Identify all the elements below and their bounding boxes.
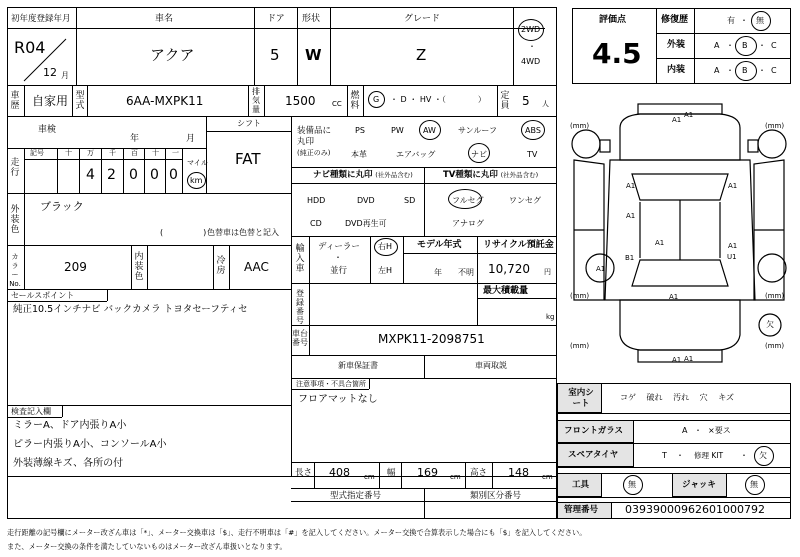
jack-label: ジャッキ <box>682 480 716 490</box>
mile-sublabel-line <box>24 159 182 160</box>
color-div <box>24 193 25 245</box>
navi-title <box>313 171 413 180</box>
mark-8: A1 <box>684 355 694 363</box>
fuel-hv: HV <box>419 95 432 104</box>
equip-leather: 本革 <box>351 150 367 159</box>
mile-div5 <box>144 148 145 193</box>
footer-line-1: また、メーター交換の条件を満たしていないものはメーター改ざん車扱いとなります。 <box>7 542 287 551</box>
recycle-label: リサイクル預託金 <box>483 240 554 250</box>
mgmt-label: 管理番号 <box>564 505 599 515</box>
mark-5: A1 <box>596 265 606 273</box>
row2-div8 <box>497 85 498 116</box>
dim-div3 <box>401 462 402 488</box>
sales-underline-v <box>107 289 108 301</box>
kg-unit: kg <box>546 313 555 321</box>
equip-tv: TV <box>527 150 538 159</box>
person-unit: 人 <box>542 100 549 108</box>
color-label: 外 装 色 <box>10 205 20 235</box>
imp-sub-line <box>403 253 557 254</box>
rt-row1 <box>557 413 791 414</box>
digit-label-0: 記号 <box>30 149 44 157</box>
sales-underline <box>7 301 107 302</box>
tv-title <box>443 171 538 180</box>
seat-item-3: 穴 <box>699 393 708 402</box>
equipment-label <box>297 126 337 159</box>
navi-hdd: HDD <box>307 196 326 205</box>
row1-div-a <box>76 7 77 85</box>
row2-div2 <box>72 85 73 116</box>
row2-div3 <box>87 85 88 116</box>
mgmt-value: 03939000962601000792 <box>625 503 765 516</box>
model-label: 型 式 <box>75 91 85 111</box>
mark-6: A1 <box>728 242 738 250</box>
mile-bottom <box>7 193 291 194</box>
imp-div3 <box>403 236 404 283</box>
capacity-label: 定 員 <box>500 91 510 111</box>
digit-label-2: 万 <box>87 149 94 157</box>
mark-2: A1 <box>728 182 738 190</box>
mile-div6 <box>165 148 166 193</box>
model-year-unknown: 不明 <box>458 268 474 277</box>
displacement-label: 排 気 量 <box>252 87 260 114</box>
ac-label: 冷 房 <box>216 256 226 276</box>
recycle-value: 10,720 <box>488 262 530 276</box>
right-handle: 右H <box>378 242 393 251</box>
mark-1: A1 <box>626 182 636 190</box>
chassis-label: 車台 番号 <box>292 329 308 347</box>
tv-analog: アナログ <box>452 219 484 228</box>
navi-sd: SD <box>404 196 416 205</box>
repair-dot: ・ <box>740 16 748 25</box>
cno-div2 <box>131 245 132 289</box>
new-warranty: 新車保証書 <box>338 361 378 370</box>
digit-label-4: 百 <box>131 149 138 157</box>
type-no-label: 型式指定番号 <box>330 491 382 501</box>
color-value: ブラック <box>40 200 84 213</box>
mark-9: B1 <box>625 254 635 262</box>
mileage-label: 走 行 <box>10 158 20 178</box>
inspection-label: 車検 <box>38 125 57 135</box>
imp-div1 <box>309 236 310 283</box>
spare-t: T <box>662 451 667 460</box>
equip-abs: ABS <box>525 126 541 135</box>
sales-point-value: 純正10.5インチナビ バックカメラ トヨタセーフティセ <box>13 304 248 315</box>
tv-sub: (社外品含む) <box>500 171 539 179</box>
ac-value: AAC <box>244 260 269 274</box>
shift-label: シフト <box>237 119 261 128</box>
repair-label: 修復歴 <box>661 15 689 25</box>
import-top <box>291 236 557 237</box>
reg-no-label: 登 録 番 号 <box>296 289 304 325</box>
dealer-dot: ・ <box>334 253 342 262</box>
ext-a: A <box>714 41 720 50</box>
equip-sunroof: サンルーフ <box>458 126 497 135</box>
svg-text:(mm): (mm) <box>765 122 785 130</box>
windshield-a: A <box>682 426 688 435</box>
color-bottom <box>7 245 291 246</box>
import-label: 輸 入 車 <box>295 244 305 274</box>
ext-c: C <box>771 41 777 50</box>
reg-month: 12 <box>43 66 57 79</box>
model-value: 6AA-MXPK11 <box>126 94 204 108</box>
seat-item-4: キズ <box>718 393 735 402</box>
chassis-value: MXPK11-2098751 <box>378 332 485 346</box>
tv-fullseg: フルセグ <box>452 196 484 205</box>
mile-div2 <box>79 148 80 193</box>
rt-row4 <box>557 497 791 498</box>
dim-div5 <box>492 462 493 488</box>
repair-no: 無 <box>756 16 764 25</box>
ins-year: 年 <box>130 134 140 144</box>
navi-dvdplay: DVD再生可 <box>345 219 387 228</box>
dims-topleft <box>7 476 291 477</box>
seat-item-0: コゲ <box>620 393 636 402</box>
mark-10: U1 <box>727 253 737 261</box>
mile-div4 <box>123 148 124 193</box>
first-reg-label: 初年度登録年月 <box>11 14 71 24</box>
seat-item-2: 汚れ <box>673 393 690 402</box>
inspector-line-0: ミラーA、ドア内張りA小 <box>13 420 127 431</box>
notes-underline <box>291 389 369 390</box>
navi-title-text: ナビ種類に丸印 <box>313 170 373 180</box>
shift-divider <box>206 116 207 193</box>
int-b: B <box>742 66 748 75</box>
footer-line-0: 走行距離の記号欄にメーター改ざん車は「*」、メーター交換車は「$」、走行不明車は「#」を記入してください。メーター交換で合算表示した場合にも「$」を記入してください。 <box>7 528 587 537</box>
spare-dot2: ・ <box>740 451 748 460</box>
reg-month-unit: 月 <box>61 71 69 80</box>
row1-div-b <box>254 7 255 85</box>
sales-point-label: セールスポイント <box>11 291 75 300</box>
height-label: 高さ <box>470 468 488 478</box>
mile-digit-4: 0 <box>150 167 159 183</box>
length-value: 408 <box>329 466 350 479</box>
fuel-g: G <box>373 95 380 104</box>
fuel-label: 燃 料 <box>350 91 360 111</box>
dot1: ・ <box>390 95 401 104</box>
reg-top <box>291 283 557 284</box>
color-no-label: カラー No. <box>9 253 21 288</box>
cno-bottom <box>7 289 291 290</box>
navi-dvd: DVD <box>357 196 375 205</box>
score-row1 <box>656 33 791 34</box>
color-paren: ( ) <box>160 228 207 237</box>
row1-div-c <box>297 7 298 85</box>
row1-div-d <box>330 7 331 85</box>
notes-label: 注意事項・不具合箇所 <box>296 380 366 388</box>
windshield-label: フロントガラス <box>564 426 623 436</box>
dims-upper <box>291 462 557 463</box>
mark-4: A1 <box>655 239 665 247</box>
width-label: 幅 <box>387 468 396 478</box>
mile-digit-2: 2 <box>107 167 116 183</box>
grade-label: グレード <box>404 14 441 24</box>
class-no-label: 類別区分番号 <box>470 491 522 501</box>
cno-div1 <box>24 245 25 289</box>
inspector-top <box>7 405 291 406</box>
load-line <box>477 298 557 299</box>
row1-div-e <box>513 7 514 85</box>
ext-b: B <box>742 41 748 50</box>
chassis-div <box>309 325 310 355</box>
svg-text:(mm): (mm) <box>570 122 590 130</box>
repair-yes: 有 <box>727 16 735 25</box>
mark-3: A1 <box>626 212 636 220</box>
ext-dot2: ・ <box>758 41 766 50</box>
purpose-value: 自家用 <box>32 94 69 108</box>
row1-line <box>7 28 545 29</box>
notes-value: フロアマットなし <box>298 394 378 405</box>
car-diagram <box>560 100 798 375</box>
score-div <box>656 8 657 84</box>
model-year-year: 年 <box>434 268 442 277</box>
imp-div4 <box>477 236 478 283</box>
exterior-label: 外装 <box>667 40 686 50</box>
spare-dot1: ・ <box>676 451 684 460</box>
int-c: C <box>771 66 777 75</box>
parallel: 並行 <box>330 266 348 276</box>
spare-kit: 修理 KIT <box>694 451 724 460</box>
shape-label: 形状 <box>302 14 321 24</box>
mark-11: 欠 <box>766 320 774 329</box>
ins-month: 月 <box>186 134 196 144</box>
navi-div <box>424 167 425 236</box>
digit-label-3: 千 <box>109 149 116 157</box>
tv-title-text: TV種類に丸印 <box>443 170 498 180</box>
warranty-div <box>424 355 425 378</box>
typeno-sub <box>291 501 557 502</box>
int-dot1: ・ <box>726 66 734 75</box>
max-load-label: 最大積載量 <box>483 286 529 296</box>
height-unit: cm <box>542 473 553 481</box>
cno-div3 <box>147 245 148 289</box>
tv-oneseg: ワンセグ <box>509 196 541 205</box>
dealer: ディーラー <box>318 242 360 252</box>
equip-note: (純正のみ) <box>297 149 331 157</box>
model-year-label: モデル年式 <box>417 240 462 250</box>
navi-sub-line <box>291 183 557 184</box>
mile-unit-label: マイル <box>187 159 208 167</box>
drive-4wd: 4WD <box>521 57 541 66</box>
score-row2 <box>656 58 791 59</box>
jack-value: 無 <box>750 480 758 489</box>
door-label: ドア <box>267 14 285 24</box>
mark-0: A1 <box>684 111 694 119</box>
ext-dot1: ・ <box>726 41 734 50</box>
width-unit: cm <box>450 473 461 481</box>
dot2: ・ <box>406 95 420 104</box>
mark-7: A1 <box>669 293 679 301</box>
int-a: A <box>714 66 720 75</box>
digit-label-5: 十 <box>152 149 159 157</box>
inspector-label: 検査記入欄 <box>11 407 51 416</box>
reg-div1 <box>309 283 310 325</box>
rt-row3 <box>557 467 791 468</box>
row2-div1 <box>24 85 25 116</box>
manual: 車両取説 <box>475 361 507 370</box>
chassis-top <box>291 325 557 326</box>
height-value: 148 <box>508 466 529 479</box>
car-name-value: アクア <box>150 46 195 64</box>
cc-unit: CC <box>332 100 342 108</box>
spare-missing: 欠 <box>759 451 767 460</box>
tools-label: 工具 <box>572 480 590 490</box>
drive-dot: ・ <box>528 42 536 51</box>
displacement-value: 1500 <box>285 94 316 108</box>
equip-pw: PW <box>391 126 404 135</box>
dim-div4 <box>465 462 466 488</box>
length-unit: cm <box>364 473 375 481</box>
equip-ps: PS <box>355 126 365 135</box>
score-div2 <box>694 8 695 84</box>
digit-label-6: 一 <box>172 149 179 157</box>
typeno-div <box>424 488 425 519</box>
interior-color-label: 内 装 色 <box>134 252 144 282</box>
mile-div3 <box>101 148 102 193</box>
seat-items <box>620 394 734 402</box>
row2-div7 <box>363 85 364 116</box>
cno-div4 <box>213 245 214 289</box>
color-note: 色替車は色替と記入 <box>207 228 279 237</box>
digit-label-1: 十 <box>65 149 72 157</box>
width-value: 169 <box>417 466 438 479</box>
tools-value: 無 <box>628 480 636 489</box>
row2-div5 <box>264 85 265 116</box>
reg-div2 <box>477 283 478 325</box>
mile-digit-5: 0 <box>169 167 178 183</box>
inspector-underline <box>7 417 62 418</box>
navi-cd: CD <box>310 219 322 228</box>
dim-div2 <box>379 462 380 488</box>
mile-div7 <box>182 148 183 193</box>
yen-unit: 円 <box>544 268 551 276</box>
equip-airbag: エアバッグ <box>396 150 436 159</box>
row2-div4 <box>248 85 249 116</box>
equip-title: 装備品に丸印 <box>297 126 332 147</box>
svg-text:A1: A1 <box>672 116 682 124</box>
svg-text:(mm): (mm) <box>570 292 590 300</box>
eval-label: 評価点 <box>599 15 627 25</box>
row2-top <box>7 85 557 86</box>
car-name-label: 車名 <box>155 14 174 24</box>
capacity-value: 5 <box>522 94 530 108</box>
svg-text:A1: A1 <box>672 356 682 364</box>
equip-aw: AW <box>423 126 436 135</box>
km-unit: km <box>190 176 203 185</box>
score-value: 4.5 <box>592 37 642 70</box>
interior-label: 内装 <box>667 65 686 75</box>
seat-label <box>568 388 594 410</box>
purpose-label: 車 歴 <box>10 91 20 111</box>
svg-text:(mm): (mm) <box>570 342 590 350</box>
fuel-rest <box>390 96 486 104</box>
spare-label: スペアタイヤ <box>568 450 619 460</box>
drive-2wd: 2WD <box>521 25 541 34</box>
mile-div1 <box>57 148 58 193</box>
seat-label-text: 室内シート <box>568 388 594 409</box>
inspector-line-2: 外装薄線キズ、各所の付 <box>13 458 124 469</box>
inspector-line-1: ピラー内張りA小、コンソールA小 <box>13 439 167 450</box>
cno-div5 <box>229 245 230 289</box>
svg-text:(mm): (mm) <box>765 292 785 300</box>
equip-divider <box>291 116 292 476</box>
notes-top <box>291 378 557 379</box>
row2-bottom <box>7 116 557 117</box>
grade-value: Z <box>416 46 427 64</box>
color-no-value: 209 <box>64 260 87 274</box>
mile-digit-1: 4 <box>86 167 95 183</box>
mile-digit-3: 0 <box>129 167 138 183</box>
notes-underline-v <box>369 378 370 389</box>
windshield-x: ×要ス <box>708 426 731 435</box>
imp-div2 <box>370 236 371 283</box>
dim-div1 <box>314 462 315 488</box>
reg-year: R04 <box>14 38 46 57</box>
digit-labels <box>24 150 182 159</box>
paren: ・（ ） <box>431 95 486 104</box>
left-handle: 左H <box>378 266 393 275</box>
fuel-d: D <box>400 95 407 104</box>
shift-value: FAT <box>235 150 261 168</box>
row2-div6 <box>347 85 348 116</box>
int-dot2: ・ <box>758 66 766 75</box>
shift-line <box>206 131 291 132</box>
inspector-underline-v <box>62 405 63 417</box>
seat-item-1: 破れ <box>646 393 663 402</box>
door-value: 5 <box>270 46 280 64</box>
length-label: 長さ <box>295 468 313 478</box>
shape-value: W <box>305 46 322 64</box>
windshield-dot: ・ <box>694 426 702 435</box>
svg-text:(mm): (mm) <box>765 342 785 350</box>
navi-sub: (社外品含む) <box>375 171 413 179</box>
equip-navi: ナビ <box>471 150 487 159</box>
